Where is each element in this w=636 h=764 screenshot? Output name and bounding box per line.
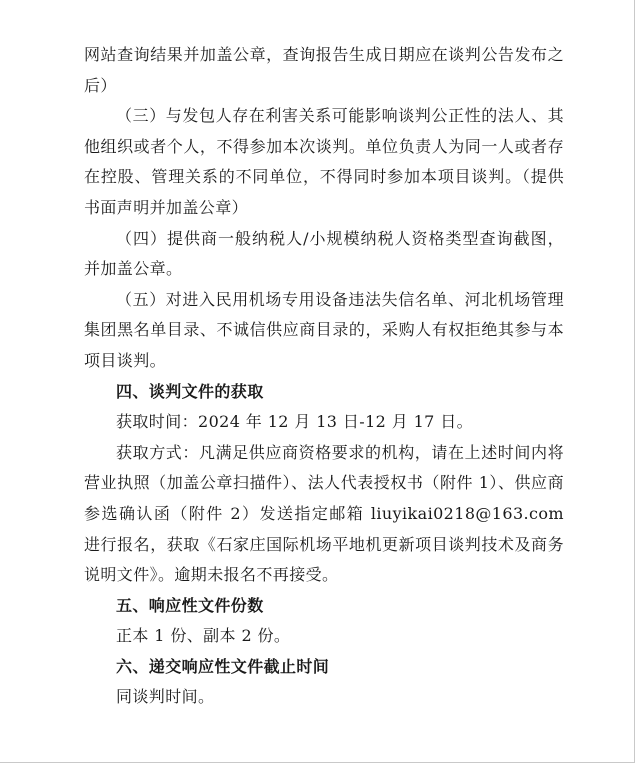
section-heading-5: 五、响应性文件份数 [116,595,264,615]
paragraph-acquire-time: 获取时间：2024 年 12 月 13 日-12 月 17 日。 [116,412,474,432]
paragraph-acquire-method: 获取方式：凡满足供应商资格要求的机构，请在上述时间内将营业执照（加盖公章扫描件）、法人代表授权书（附件 1）、供应商参选确认函（附件 2）发送指定邮箱 liuyikai0218@163.com 进行报名，获取《石家庄国际机场平地机更新项目谈判技术及商务说明文件》。逾期未报名不再接受。 [84,442,564,585]
section-heading-6: 六、递交响应性文件截止时间 [116,656,330,676]
paragraph-clause-4: （四）提供商一般纳税人/小规模纳税人资格类型查询截图，并加盖公章。 [84,228,564,279]
paragraph-deadline: 同谈判时间。 [116,687,215,707]
paragraph-clause-5: （五）对进入民用机场专用设备违法失信名单、河北机场管理集团黑名单目录、不诚信供应商目录的，采购人有权拒绝其参与本项目谈判。 [84,289,564,370]
section-heading-4: 四、谈判文件的获取 [116,381,264,401]
paragraph-clause-3: （三）与发包人存在利害关系可能影响谈判公正性的法人、其他组织或者个人，不得参加本次谈判。单位负责人为同一人或者存在控股、管理关系的不同单位，不得同时参加本项目谈判。（提供书面声明并加盖公章） [84,106,564,217]
paragraph-copies: 正本 1 份、副本 2 份。 [116,626,291,646]
document-body [84,40,564,713]
paragraph-query-result: 网站查询结果并加盖公章，查询报告生成日期应在谈判公告发布之后） [84,45,564,95]
